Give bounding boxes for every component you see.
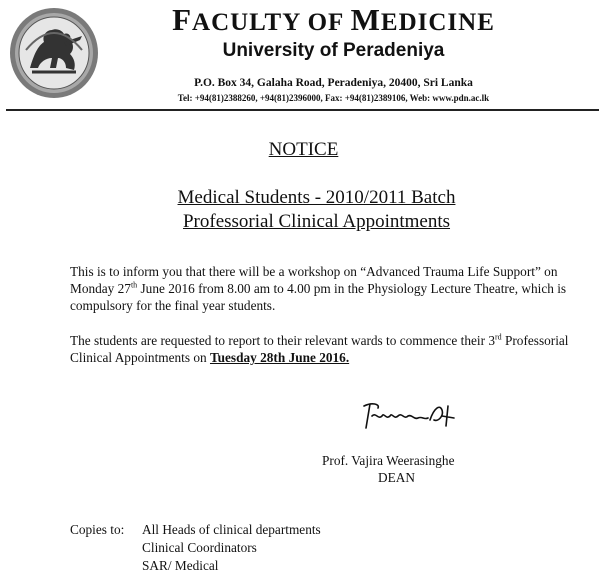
faculty-name: FACULTY OF MEDICINE [172,2,495,37]
contact-line: Tel: +94(81)2388260, +94(81)2396000, Fax: +94(81)2389106, Web: www.pdn.ac.lk [177,93,490,103]
handwritten-signature [358,398,464,434]
copies-label: Copies to: [70,522,125,537]
university-name: University of Peradeniya [222,40,445,61]
paragraph-workshop: This is to inform you that there will be a workshop on “Advanced Trauma Life Support” on Monday 27th June 2016 from 8.00 am to 4.00 pm in the Physiology Lecture Theatre, which is compulsory for the final year students. [70,264,567,313]
signatory-title: DEAN [378,470,415,485]
copy-recipient: Clinical Coordinators [142,540,257,555]
paragraph-appointments: The students are requested to report to their relevant wards to commence their 3rd Professorial Clinical Appointments on Tuesday 28th June 2016. [70,332,569,365]
copy-recipient: All Heads of clinical departments [142,522,321,537]
notice-title: NOTICE [268,139,339,160]
subject-line-2: Professorial Clinical Appointments [182,211,451,232]
header-divider [6,109,599,111]
postal-address: P.O. Box 34, Galaha Road, Peradeniya, 20400, Sri Lanka [194,77,473,89]
copy-recipient: SAR/ Medical [142,558,219,573]
appointment-date: Tuesday 28th June 2016. [209,350,350,365]
signatory-name: Prof. Vajira Weerasinghe [322,453,455,468]
subject-line-1: Medical Students - 2010/2011 Batch [177,187,456,208]
